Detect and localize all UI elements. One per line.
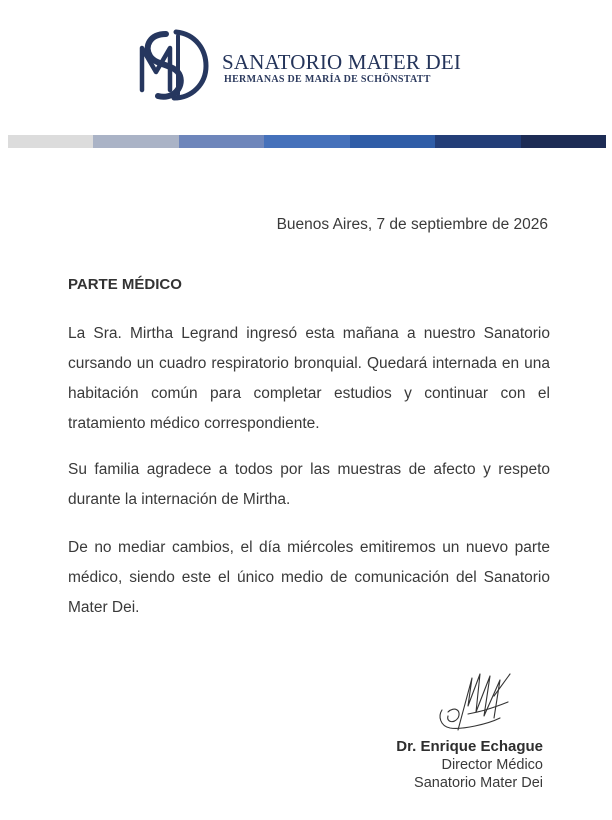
body-paragraph: La Sra. Mirtha Legrand ingresó esta mañana a nuestro Sanatorio cursando un cuadro respiratorio bronquial. Quedará internada en una habitación común para completar estudios y continuar con el tratamiento médico correspondiente. xyxy=(68,325,550,432)
band-segment xyxy=(93,135,178,148)
body-paragraph: Su familia agradece a todos por las muestras de afecto y respeto durante la internación de Mirtha. xyxy=(68,461,550,508)
header-color-band xyxy=(8,135,606,148)
brand-subtitle: HERMANAS DE MARÍA DE SCHÖNSTATT xyxy=(224,74,431,85)
signer-role: Director Médico xyxy=(441,757,543,773)
body-paragraph: De no mediar cambios, el día miércoles emitiremos un nuevo parte médico, siendo este el único medio de comunicación del Sanatorio Mater Dei. xyxy=(68,539,550,616)
signature-block xyxy=(396,738,543,792)
msd-monogram-logo xyxy=(136,26,210,104)
band-segment xyxy=(350,135,435,148)
band-segment xyxy=(8,135,93,148)
brand-name: SANATORIO MATER DEI xyxy=(222,50,462,74)
date-line: Buenos Aires, 7 de septiembre de 2026 xyxy=(276,216,548,233)
document-title: PARTE MÉDICO xyxy=(68,276,182,293)
signer-name: Dr. Enrique Echague xyxy=(396,738,543,755)
band-segment xyxy=(435,135,520,148)
signer-organization: Sanatorio Mater Dei xyxy=(414,775,543,791)
band-segment xyxy=(521,135,606,148)
band-segment xyxy=(264,135,349,148)
handwritten-signature xyxy=(428,666,528,742)
band-segment xyxy=(179,135,264,148)
